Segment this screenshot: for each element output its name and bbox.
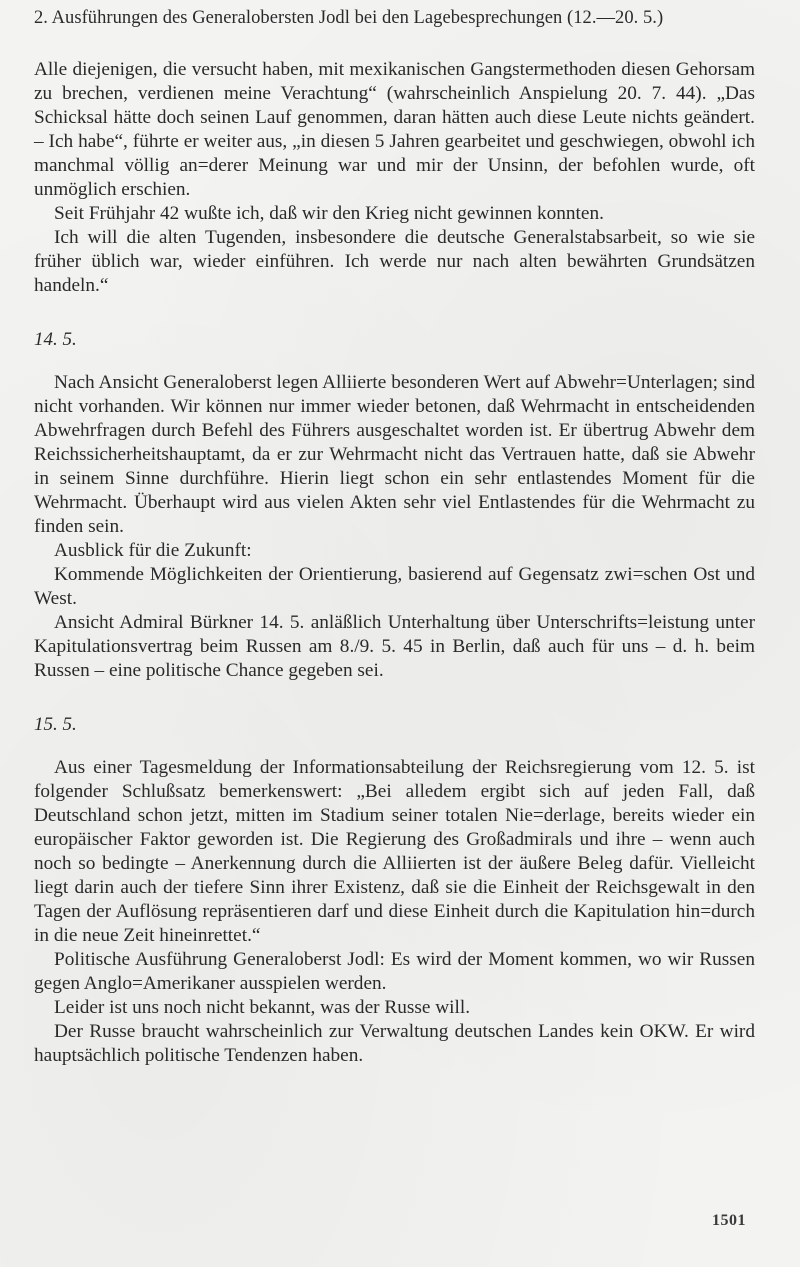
date-heading: 14. 5.	[34, 329, 77, 350]
paragraph: Ausblick für die Zukunft:	[54, 540, 252, 561]
date-heading: 15. 5.	[34, 714, 77, 735]
paragraph: Leider ist uns noch nicht bekannt, was der Russe will.	[54, 997, 471, 1018]
running-head: 2. Ausführungen des Generalobersten Jodl bei den Lagebesprechungen (12.—20. 5.)	[34, 8, 664, 28]
body-text	[34, 58, 755, 1068]
paragraph: Der Russe braucht wahrscheinlich zur Verwaltung deutschen Landes kein OKW. Er wird hauptsächlich politische Tendenzen haben.	[34, 1021, 755, 1066]
paragraph: Ansicht Admiral Bürkner 14. 5. anläßlich Unterhaltung über Unterschrifts=leistung unter Kapitulationsvertrag beim Russen am 8./9. 5. 45 in Berlin, daß auch für uns – d. h. beim Russen – eine politische Chance gegeben sei.	[34, 612, 755, 681]
paragraph: Seit Frühjahr 42 wußte ich, daß wir den Krieg nicht gewinnen konnten.	[54, 203, 604, 224]
page-number: 1501	[712, 1212, 746, 1229]
paragraph: Alle diejenigen, die versucht haben, mit mexikanischen Gangstermethoden diesen Gehorsam zu brechen, verdienen meine Verachtung“ (wahrscheinlich Anspielung 20. 7. 44). „Das Schicksal hätte doch seinen Lauf genommen, daran hätten auch diese Leute nichts geändert. – Ich habe“, führte er weiter aus, „in diesen 5 Jahren gearbeitet und geschwiegen, obwohl ich manchmal völlig an=derer Meinung war und mir der Unsinn, der befohlen wurde, oft unmöglich erschien.	[34, 59, 755, 200]
paragraph: Politische Ausführung Generaloberst Jodl: Es wird der Moment kommen, wo wir Russen gegen Anglo=Amerikaner ausspielen werden.	[34, 949, 755, 994]
paragraph: Ich will die alten Tugenden, insbesondere die deutsche Generalstabsarbeit, so wie sie früher üblich war, wieder einführen. Ich werde nur nach alten bewährten Grundsätzen handeln.“	[34, 227, 755, 296]
paragraph: Aus einer Tagesmeldung der Informationsabteilung der Reichsregierung vom 12. 5. ist folgender Schlußsatz bemerkenswert: „Bei alledem ergibt sich auf jeden Fall, daß Deutschland schon jetzt, mitten im Stadium seiner totalen Nie=derlage, bereits wieder ein europäischer Faktor geworden ist. Die Regierung des Großadmirals und ihre – wenn auch noch so bedingte – Anerkennung durch die Alliierten ist der äußere Beleg dafür. Vielleicht liegt darin auch der tiefere Sinn ihrer Existenz, daß sie die Einheit der Reichsgewalt in den Tagen der Auflösung repräsentieren darf und diese Einheit durch die Kapitulation hin=durch in die neue Zeit hineinrettet.“	[34, 757, 755, 946]
paragraph: Kommende Möglichkeiten der Orientierung, basierend auf Gegensatz zwi=schen Ost und West.	[34, 564, 755, 609]
paragraph: Nach Ansicht Generaloberst legen Alliierte besonderen Wert auf Abwehr=Unterlagen; sind nicht vorhanden. Wir können nur immer wieder betonen, daß Wehrmacht in entscheidenden Abwehrfragen durch Befehl des Führers ausgeschaltet worden ist. Er übertrug Abwehr dem Reichssicherheitshauptamt, da er zur Wehrmacht nicht das Vertrauen hatte, daß sie Abwehr in seinem Sinne durchführe. Hierin liegt schon ein sehr entlastendes Moment für die Wehrmacht. Überhaupt wird aus vielen Akten sehr viel Entlastendes für die Wehrmacht zu finden sein.	[34, 372, 755, 537]
